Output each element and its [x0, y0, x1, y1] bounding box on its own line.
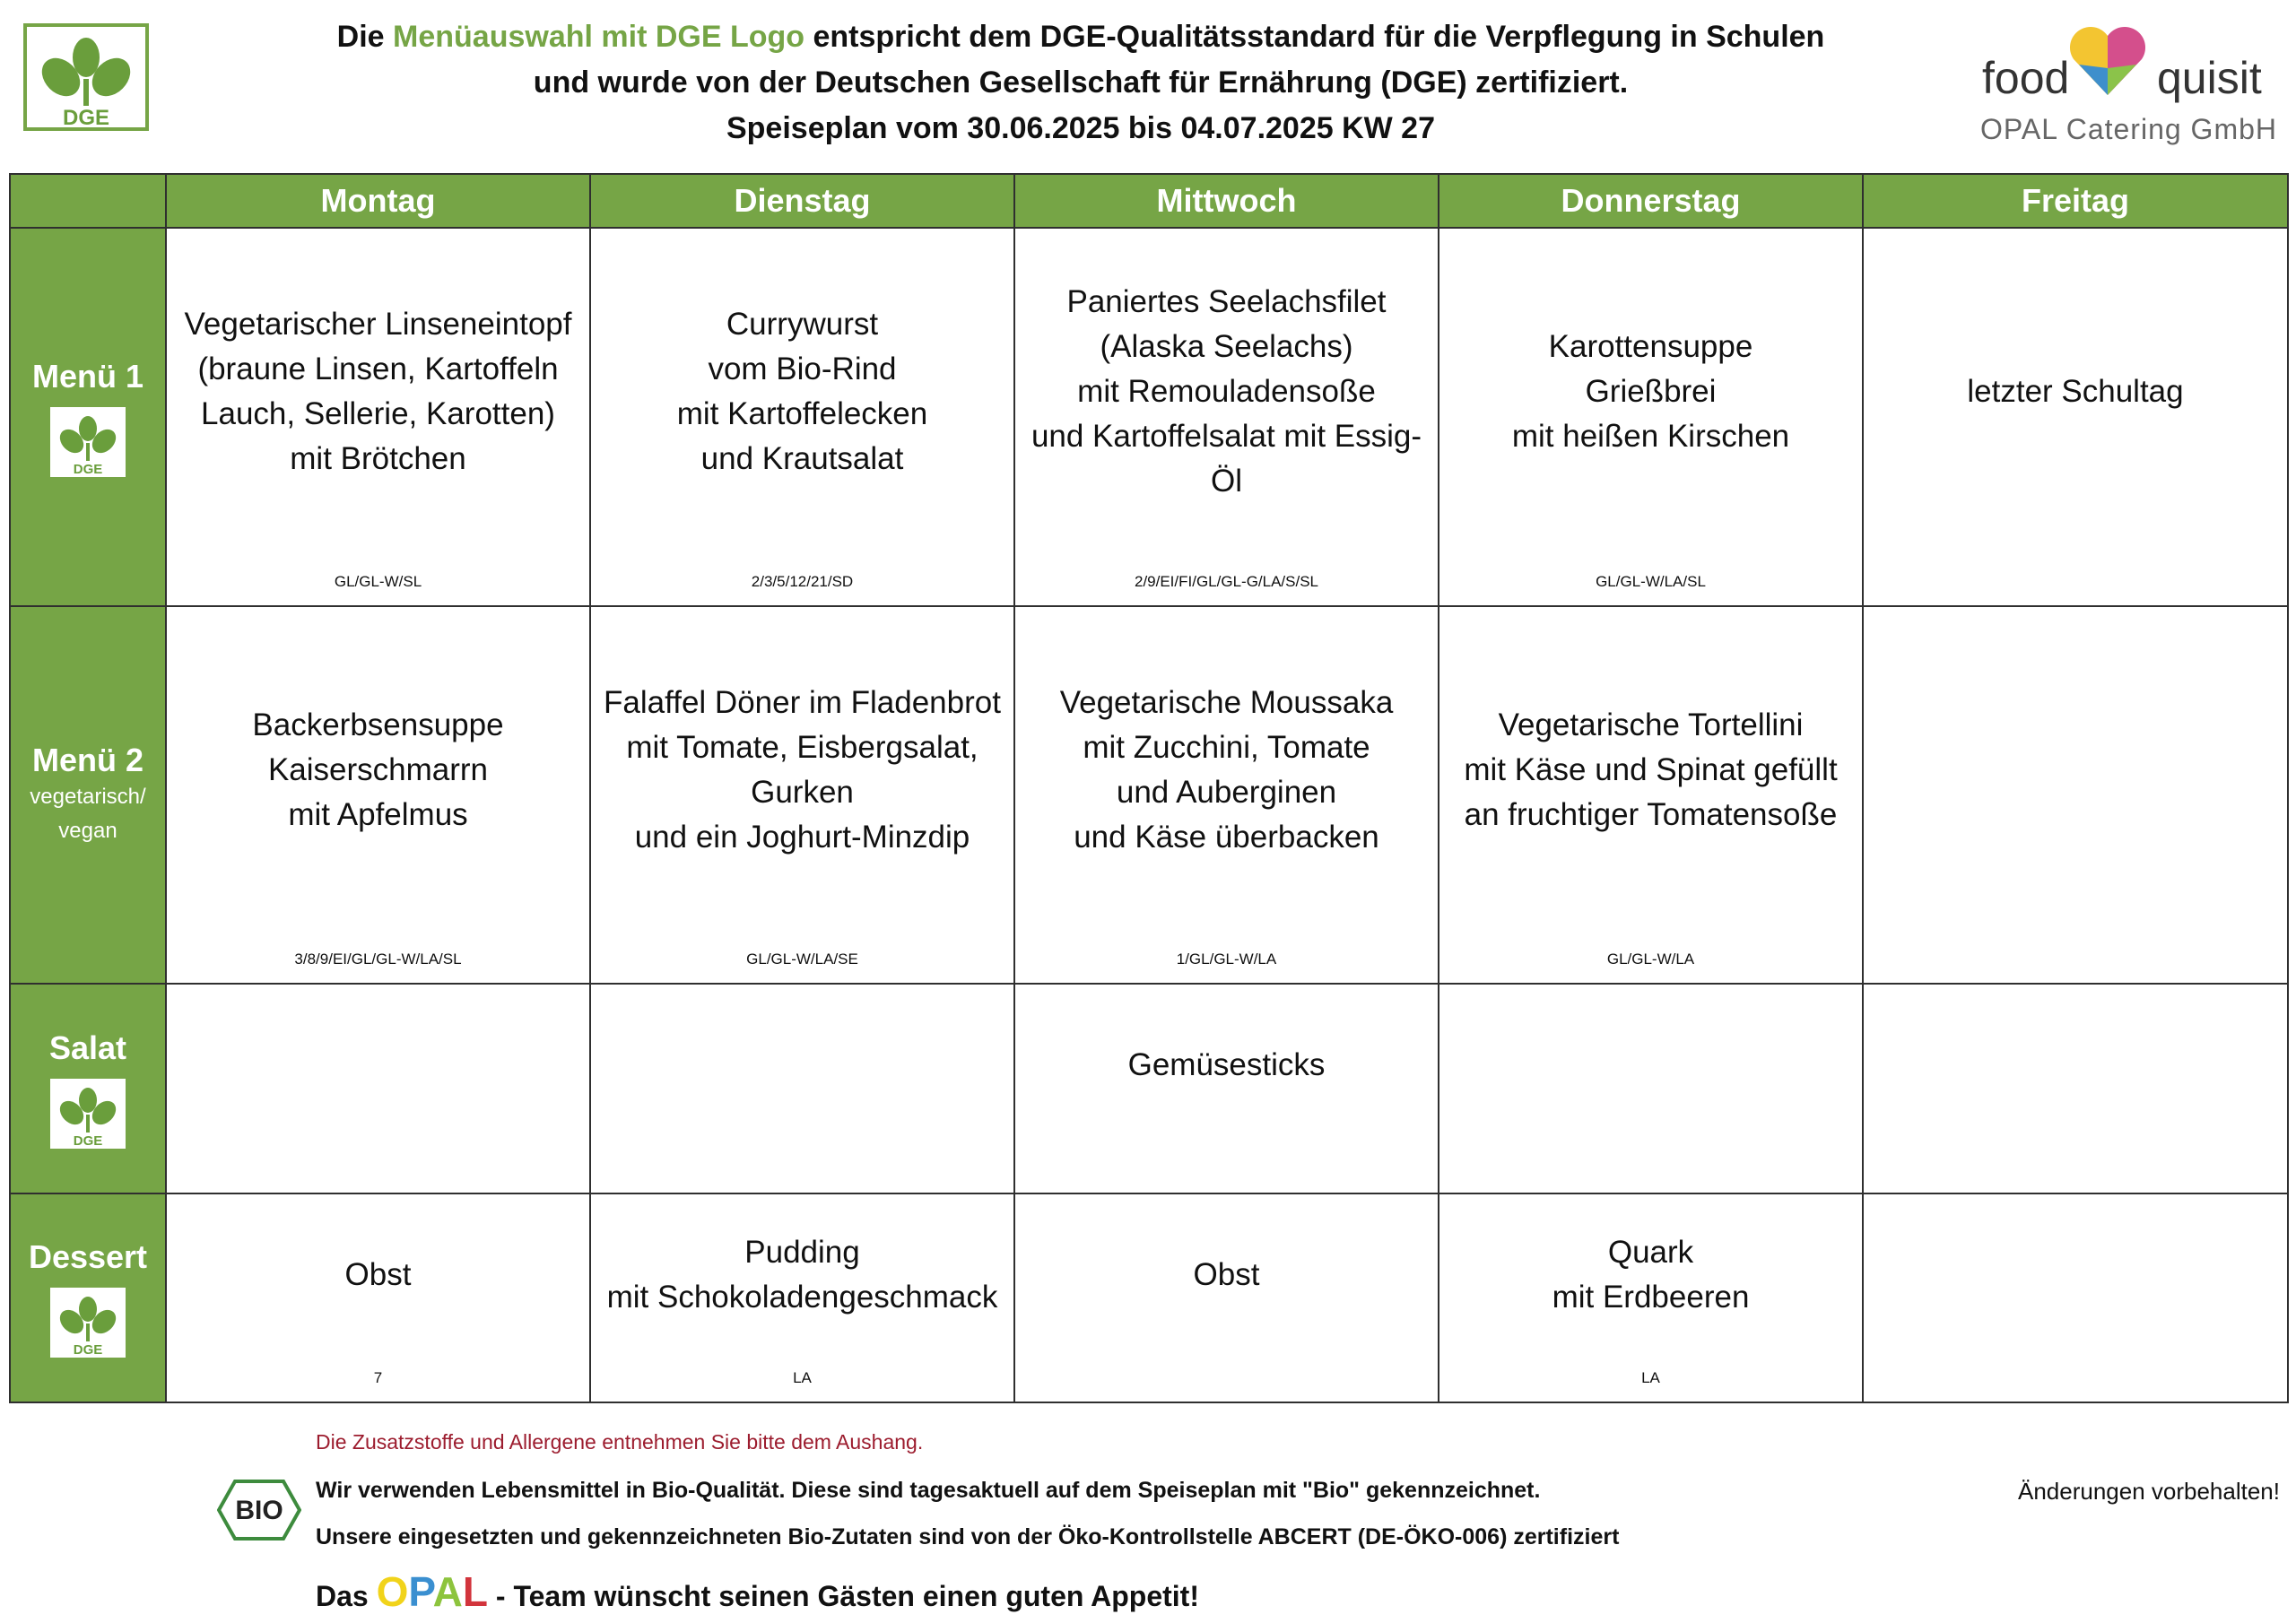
- header-green-text: Menüauswahl mit DGE Logo: [384, 20, 813, 54]
- brand-quisit: quisit: [2157, 53, 2262, 103]
- dge-logo-icon: [50, 1079, 126, 1149]
- menu2-wednesday-cell: [1014, 606, 1439, 985]
- dessert-friday-cell: [1863, 1193, 2288, 1402]
- day-header-friday: Freitag: [1863, 174, 2288, 228]
- dish-text: Falaffel Döner im Fladenbrot mit Tomate, Eisbergsalat, Gurken und ein Joghurt-Minzdip: [604, 684, 1001, 855]
- menu2-thursday-cell: [1439, 606, 1863, 985]
- menu2-friday-cell: [1863, 606, 2288, 985]
- menu1-row: [10, 228, 2288, 606]
- allergen-codes: GL/GL-W/SL: [334, 572, 422, 590]
- dish-text: Backerbsensuppe Kaiserschmarrn mit Apfelmus: [252, 707, 504, 832]
- day-header-tuesday: Dienstag: [590, 174, 1014, 228]
- allergen-codes: GL/GL-W/LA/SL: [1596, 572, 1706, 590]
- dessert-wednesday-cell: [1014, 1193, 1439, 1402]
- dish-text: Pudding mit Schokoladengeschmack: [606, 1234, 998, 1315]
- closing-line: Das OPAL - Team wünscht seinen Gästen einen guten Appetit!: [316, 1568, 1199, 1615]
- allergen-codes: 2/3/5/12/21/SD: [751, 572, 854, 590]
- menu1-wednesday-cell: [1014, 228, 1439, 606]
- dish-text: Currywurst vom Bio-Rind mit Kartoffelecken und Krautsalat: [676, 307, 928, 476]
- foodquisit-logo: [1973, 20, 2278, 145]
- row-label: Menü 1: [31, 357, 144, 395]
- allergen-codes: 3/8/9/EI/GL/GL-W/LA/SL: [294, 950, 462, 968]
- dish-text: Quark mit Erdbeeren: [1552, 1234, 1750, 1315]
- dish-text: Paniertes Seelachsfilet (Alaska Seelachs) mit Remouladensoße und Kartoffelsalat mit Essig- Öl: [1031, 284, 1422, 499]
- menu2-monday-cell: [166, 606, 590, 985]
- menu1-friday-cell: [1863, 228, 2288, 606]
- changes-note: Änderungen vorbehalten!: [2017, 1478, 2280, 1505]
- brand-subtitle: OPAL Catering GmbH: [1980, 113, 2277, 145]
- svg-text:DGE: DGE: [73, 1133, 103, 1149]
- svg-text:DGE: DGE: [73, 1342, 103, 1358]
- dessert-monday-cell: [166, 1193, 590, 1402]
- row-header-salat: [10, 984, 166, 1193]
- menu1-monday-cell: [166, 228, 590, 606]
- dessert-thursday-cell: [1439, 1193, 1863, 1402]
- allergen-codes: 2/9/EI/FI/GL/GL-G/LA/S/SL: [1134, 572, 1319, 590]
- salat-thursday-cell: [1439, 984, 1863, 1193]
- dish-text: Gemüsesticks: [1127, 1047, 1326, 1083]
- day-header-wednesday: Mittwoch: [1014, 174, 1439, 228]
- salat-row: [10, 984, 2288, 1193]
- dish-text: Vegetarischer Linseneintopf (braune Linsen, Kartoffeln Lauch, Sellerie, Karotten) mit Brötchen: [184, 307, 572, 476]
- allergen-codes: GL/GL-W/LA/SE: [746, 950, 858, 968]
- menu-table: [9, 173, 2289, 1403]
- dessert-row: [10, 1193, 2288, 1402]
- salat-friday-cell: [1863, 984, 2288, 1193]
- allergen-note: Die Zusatzstoffe und Allergene entnehmen Sie bitte dem Aushang.: [316, 1430, 924, 1454]
- day-header-row: [10, 174, 2288, 228]
- dish-text: Karottensuppe Grießbrei mit heißen Kirschen: [1511, 329, 1790, 454]
- row-header-menu1: [10, 228, 166, 606]
- allergen-codes: GL/GL-W/LA: [1606, 950, 1695, 968]
- salat-monday-cell: [166, 984, 590, 1193]
- dessert-tuesday-cell: [590, 1193, 1014, 1402]
- page-title: Speiseplan vom 30.06.2025 bis 04.07.2025 KW 27: [726, 111, 1436, 145]
- menu1-thursday-cell: [1439, 228, 1863, 606]
- dish-text: Vegetarische Moussaka mit Zucchini, Tomate und Auberginen und Käse überbacken: [1059, 684, 1394, 855]
- header-line-2: und wurde von der Deutschen Gesellschaft für Ernährung (DGE) zertifiziert.: [533, 65, 1629, 100]
- menu2-tuesday-cell: [590, 606, 1014, 985]
- dish-text: letzter Schultag: [1967, 374, 2184, 409]
- dish-text: Obst: [344, 1256, 412, 1292]
- row-label: Salat: [48, 1028, 127, 1066]
- dge-logo-icon: [23, 23, 149, 131]
- row-sublabel: vegetarisch/ vegan: [30, 785, 146, 844]
- row-header-dessert: [10, 1193, 166, 1402]
- svg-text:DGE: DGE: [73, 461, 103, 477]
- bio-seal-icon: [217, 1478, 301, 1542]
- dish-text: Vegetarische Tortellini mit Käse und Spinat gefüllt an fruchtiger Tomatensoße: [1464, 707, 1838, 832]
- day-header-thursday: Donnerstag: [1439, 174, 1863, 228]
- allergen-codes: 1/GL/GL-W/LA: [1176, 950, 1277, 968]
- allergen-codes: 7: [373, 1369, 383, 1386]
- dish-text: Obst: [1193, 1256, 1260, 1292]
- dge-logo-text: DGE: [62, 106, 110, 130]
- menu1-tuesday-cell: [590, 228, 1014, 606]
- row-label: Menü 2: [31, 742, 144, 779]
- salat-tuesday-cell: [590, 984, 1014, 1193]
- dge-logo-icon: [50, 1288, 126, 1358]
- dge-logo-icon: [50, 407, 126, 477]
- salat-wednesday-cell: [1014, 984, 1439, 1193]
- page-header: [269, 14, 1892, 152]
- brand-food: food: [1982, 53, 2070, 103]
- allergen-codes: LA: [793, 1369, 812, 1386]
- puzzle-heart-icon: [2063, 20, 2152, 100]
- bio-seal-text: BIO: [235, 1496, 283, 1525]
- row-header-menu2: [10, 606, 166, 985]
- allergen-codes: LA: [1641, 1369, 1660, 1386]
- day-header-monday: Montag: [166, 174, 590, 228]
- bio-info-line-2: Unsere eingesetzten und gekennzeichneten Bio-Zutaten sind von der Öko-Kontrollstelle ABCERT (DE-ÖKO-006) zertifiziert: [316, 1524, 1620, 1549]
- row-label: Dessert: [28, 1238, 148, 1276]
- corner-cell: [10, 174, 166, 228]
- bio-info-line-1: Wir verwenden Lebensmittel in Bio-Qualität. Diese sind tagesaktuell auf dem Speiseplan mit "Bio" gekennzeichnet.: [316, 1478, 1541, 1503]
- header-line-1: Die Menüauswahl mit DGE Logo entspricht dem DGE-Qualitätsstandard für die Verpflegung in Schulen: [336, 20, 1825, 54]
- opal-wordmark: OPAL: [376, 1568, 488, 1615]
- menu2-row: [10, 606, 2288, 985]
